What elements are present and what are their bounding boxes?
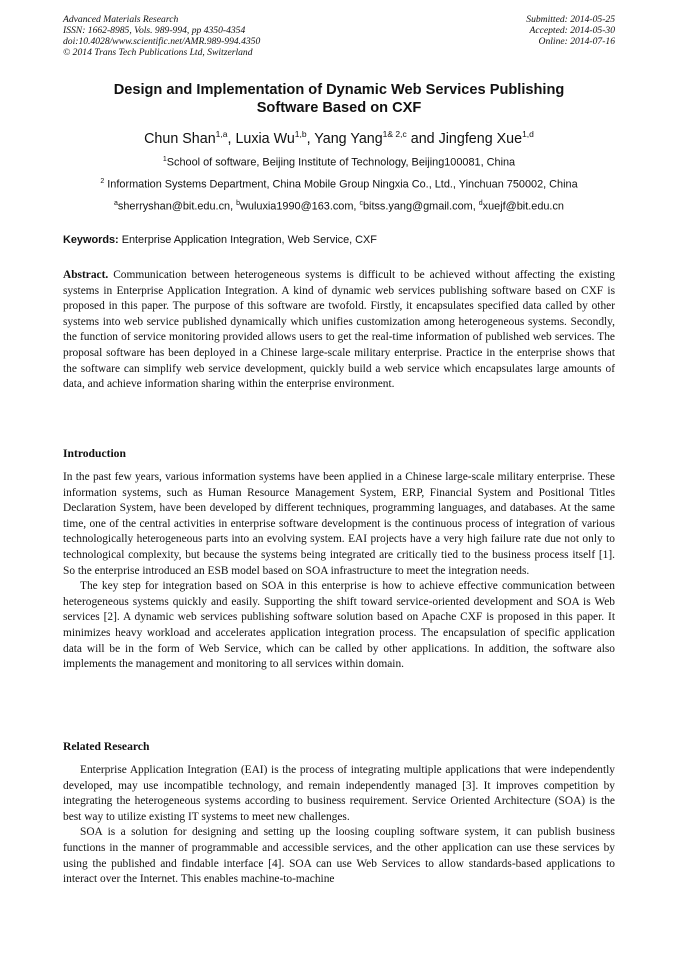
paper-title <box>63 81 615 117</box>
journal-doi: doi:10.4028/www.scientific.net/AMR.989-994.4350 <box>63 36 261 47</box>
title-line-1: Design and Implementation of Dynamic Web Services Publishing <box>113 82 565 98</box>
author-affiliation-mark: 1,a <box>215 129 228 139</box>
author-name: Jingfeng Xue <box>438 130 523 147</box>
email-mark: b <box>236 200 241 207</box>
email-link[interactable]: xuejf@bit.edu.cn <box>482 200 564 213</box>
abstract <box>63 268 615 393</box>
introduction-paragraph-2: The key step for integration based on SOA in this enterprise is how to achieve effective communication between heterogeneous systems quickly and easily. Supporting the shift toward service-oriented development and SOA is Web services [2]. A dynamic web services publishing software solution based on Apache CXF is proposed in this paper. It minimizes heavy workload and accelerates application integration process. The encapsulation of specific application data will be in the form of Web Service, which can be called by other applications. In addition, the software also implements the management and monitoring to all services within domain. <box>63 580 615 671</box>
related-paragraph-2: SOA is a solution for designing and setting up the loosing coupling software system, it can publish business functions in the manner of programmable and accessible services, and the other application can use these services by using the published and findable interface [4]. SOA can use Web Services to allow standards-based applications to interact over the Internet. This enables machine-to-machine <box>63 826 615 886</box>
author-name: Chun Shan <box>144 130 216 147</box>
email-link[interactable]: sherryshan@bit.edu.cn, <box>117 200 237 213</box>
author-affiliation-mark: 1,d <box>522 129 534 139</box>
affiliation-text: Information Systems Department, China Mobile Group Ningxia Co., Ltd., Yinchuan 750002, China <box>104 178 578 191</box>
author-affiliation-mark: 1,b <box>294 129 307 139</box>
email-link[interactable]: bitss.yang@gmail.com, <box>362 200 479 213</box>
author-separator: , <box>227 130 236 147</box>
journal-issn: ISSN: 1662-8985, Vols. 989-994, pp 4350-4354 <box>63 25 246 36</box>
author-name: Yang Yang <box>314 130 383 147</box>
related-paragraph-1: Enterprise Application Integration (EAI) is the process of integrating multiple applications that were independently developed, may use incompatible technology, and remain independently managed [3]. It improves competition by integrating the heterogeneous systems according to business requirement. Service Oriented Architecture (SOA) is the best way to utilize existing IT systems to meet new challenges. <box>63 764 615 823</box>
affiliation-mark: 2 <box>100 178 105 185</box>
related-research-section <box>63 763 615 888</box>
affiliation-text: School of software, Beijing Institute of Technology, Beijing100081, China <box>166 156 516 169</box>
journal-info <box>63 14 260 58</box>
email-mark: c <box>359 200 363 207</box>
title-line-2: Software Based on CXF <box>256 100 422 116</box>
keywords-label: Keywords: <box>63 234 119 246</box>
abstract-label: Abstract. <box>63 269 109 281</box>
author-separator: and <box>406 130 439 147</box>
email-mark: d <box>478 200 483 207</box>
email-link[interactable]: wuluxia1990@163.com, <box>240 200 360 213</box>
publication-dates <box>526 14 615 47</box>
affiliation-mark: 1 <box>162 156 167 163</box>
related-research-heading: Related Research <box>63 740 150 753</box>
author-affiliation-mark: 1& 2,c <box>382 129 407 139</box>
journal-copyright: © 2014 Trans Tech Publications Ltd, Switzerland <box>63 47 253 58</box>
affiliation-1 <box>40 156 638 169</box>
keywords-text: Enterprise Application Integration, Web Service, CXF <box>118 234 377 246</box>
date-submitted: Submitted: 2014-05-25 <box>526 14 615 25</box>
journal-name: Advanced Materials Research <box>63 14 179 25</box>
introduction-section <box>63 470 615 673</box>
abstract-paragraph <box>63 268 615 393</box>
date-online: Online: 2014-07-16 <box>538 36 615 47</box>
keywords <box>63 234 615 246</box>
author-emails <box>40 200 638 213</box>
introduction-paragraph-1: In the past few years, various information systems have been applied in a Chinese large-scale military enterprise. These information systems, such as Human Resource Management System, ERP, Financial System and Positional Titles Declaration System, have been developed by different techniques, programming languages, and databases. At the same time, one of the central activities in enterprise software development is the continuous process of integration of various technologically heterogeneous parts into an evolving system. EAI projects have a very high failure rate due not only to technological complexity, but because the systems being integrated are critically tied to the business process itself [1]. So the enterprise introduced an ESB model based on SOA infrastructure to meet the integration needs. <box>63 471 615 577</box>
affiliation-2 <box>40 178 638 191</box>
abstract-text: Communication between heterogeneous systems is difficult to be achieved without affecting the existing systems in Enterprise Application Integration. A kind of dynamic web services publishing software based on CXF is proposed in this paper. The purpose of this software are twofold. Firstly, it encapsulates specified data called by other systems into web service published dynamically which unifies customization among heterogeneous systems. Secondly, the function of service monitoring provided allows users to get the real-time information of published web services. The proposal software has been deployed in a Chinese large-scale military enterprise. Practice in the enterprise shows that the software can simplify web service development, quickly build a web service which encapsulates large amounts of data, and achieve information sharing within the enterprise environment. <box>63 269 615 391</box>
introduction-heading: Introduction <box>63 447 126 460</box>
author-name: Luxia Wu <box>235 130 295 147</box>
author-list <box>40 129 638 147</box>
email-mark: a <box>114 200 118 207</box>
author-separator: , <box>306 130 315 147</box>
date-accepted: Accepted: 2014-05-30 <box>529 25 615 36</box>
